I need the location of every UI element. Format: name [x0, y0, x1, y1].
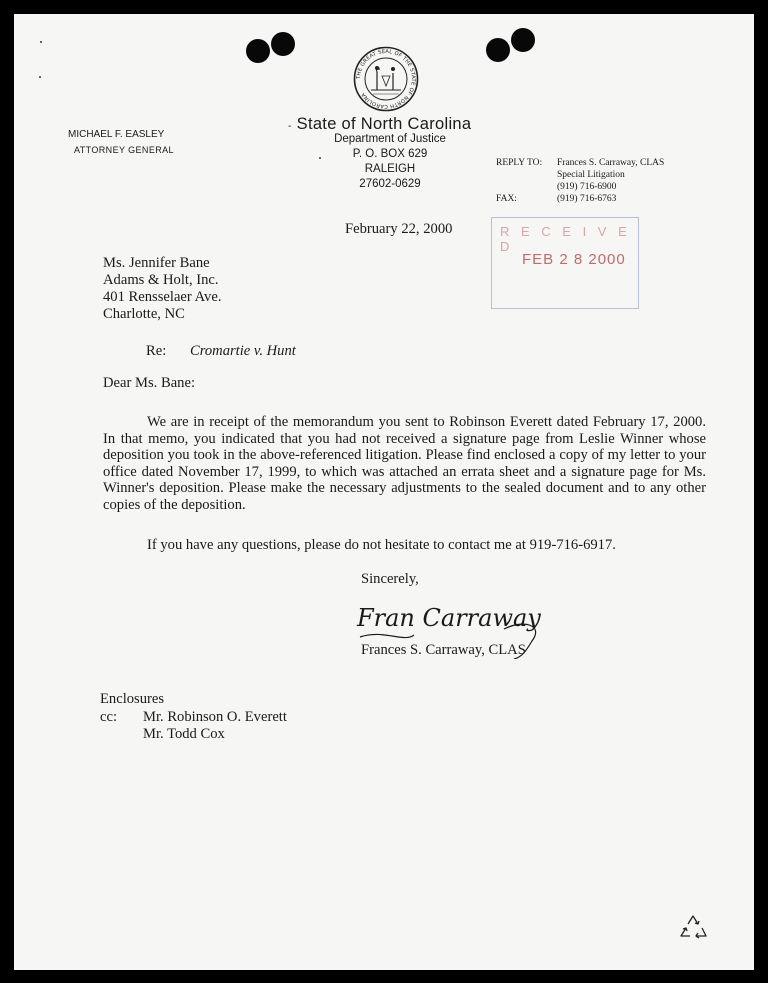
punch-hole [486, 38, 510, 62]
po-box: P. O. BOX 629 [352, 148, 428, 160]
received-stamp [491, 217, 639, 309]
reply-to-division: Special Litigation [557, 170, 625, 180]
enclosures-note: Enclosures [100, 691, 165, 707]
body-paragraph-1: We are in receipt of the memorandum you sent to Robinson Everett dated February 17, 2000. In that memo, you indicated that you had not received a signature page from Leslie Winner whose deposition you took in the above-referenced litigation. Please find enclosed a copy of my letter to your office dated November 17, 1999, to which was attached an errata sheet and a signature page for Ms. Winner's deposition. Please make the necessary adjustments to the sealed document and to any other copies of the deposition. [103, 414, 706, 513]
state-seal-icon [353, 46, 419, 112]
cc-recipient: Mr. Robinson O. Everett [143, 709, 287, 725]
attorney-general-name: MICHAEL F. EASLEY [68, 129, 165, 140]
cc-recipient: Mr. Todd Cox [143, 726, 225, 742]
department-name: Department of Justice [334, 133, 446, 145]
salutation: Dear Ms. Bane: [103, 375, 195, 391]
re-subject: Cromartie v. Hunt [190, 343, 296, 359]
letter-date: February 22, 2000 [345, 221, 453, 237]
recycle-icon [678, 912, 710, 942]
body-paragraph-2: If you have any questions, please do not hesitate to contact me at 919-716-6917. [147, 537, 616, 553]
re-label: Re: [146, 343, 167, 359]
fax-number: (919) 716-6763 [557, 194, 617, 204]
stamp-date: FEB 2 8 2000 [522, 251, 626, 268]
recipient-city: Charlotte, NC [103, 306, 185, 322]
svg-text:THE GREAT SEAL OF THE STATE OF: THE GREAT SEAL OF THE STATE OF NORTH CAROLINA [355, 48, 417, 110]
punch-hole [271, 32, 295, 56]
attorney-general-title: ATTORNEY GENERAL [74, 145, 174, 155]
recipient-company: Adams & Holt, Inc. [103, 272, 219, 288]
closing: Sincerely, [361, 571, 419, 587]
signer-name: Frances S. Carraway, CLAS [361, 642, 526, 658]
reply-to-phone: (919) 716-6900 [557, 182, 617, 192]
city: RALEIGH [364, 163, 416, 175]
stamp-received-text: R E C E I V E D [500, 224, 631, 254]
state-name-heading: - State of North Carolina [288, 115, 472, 133]
punch-hole [246, 39, 270, 63]
letter-page [14, 14, 754, 970]
signature: Fran Carraway [357, 604, 541, 632]
recipient-street: 401 Rensselaer Ave. [103, 289, 222, 305]
zip-code: 27602-0629 [359, 178, 421, 190]
cc-label: cc: [100, 709, 118, 725]
reply-to-label: REPLY TO: [496, 158, 543, 168]
scan-speck [39, 76, 41, 78]
fax-label: FAX: [496, 194, 517, 204]
recipient-name: Ms. Jennifer Bane [103, 255, 210, 271]
scan-speck [40, 41, 42, 43]
punch-hole [511, 28, 535, 52]
reply-to-name: Frances S. Carraway, CLAS [557, 158, 665, 168]
